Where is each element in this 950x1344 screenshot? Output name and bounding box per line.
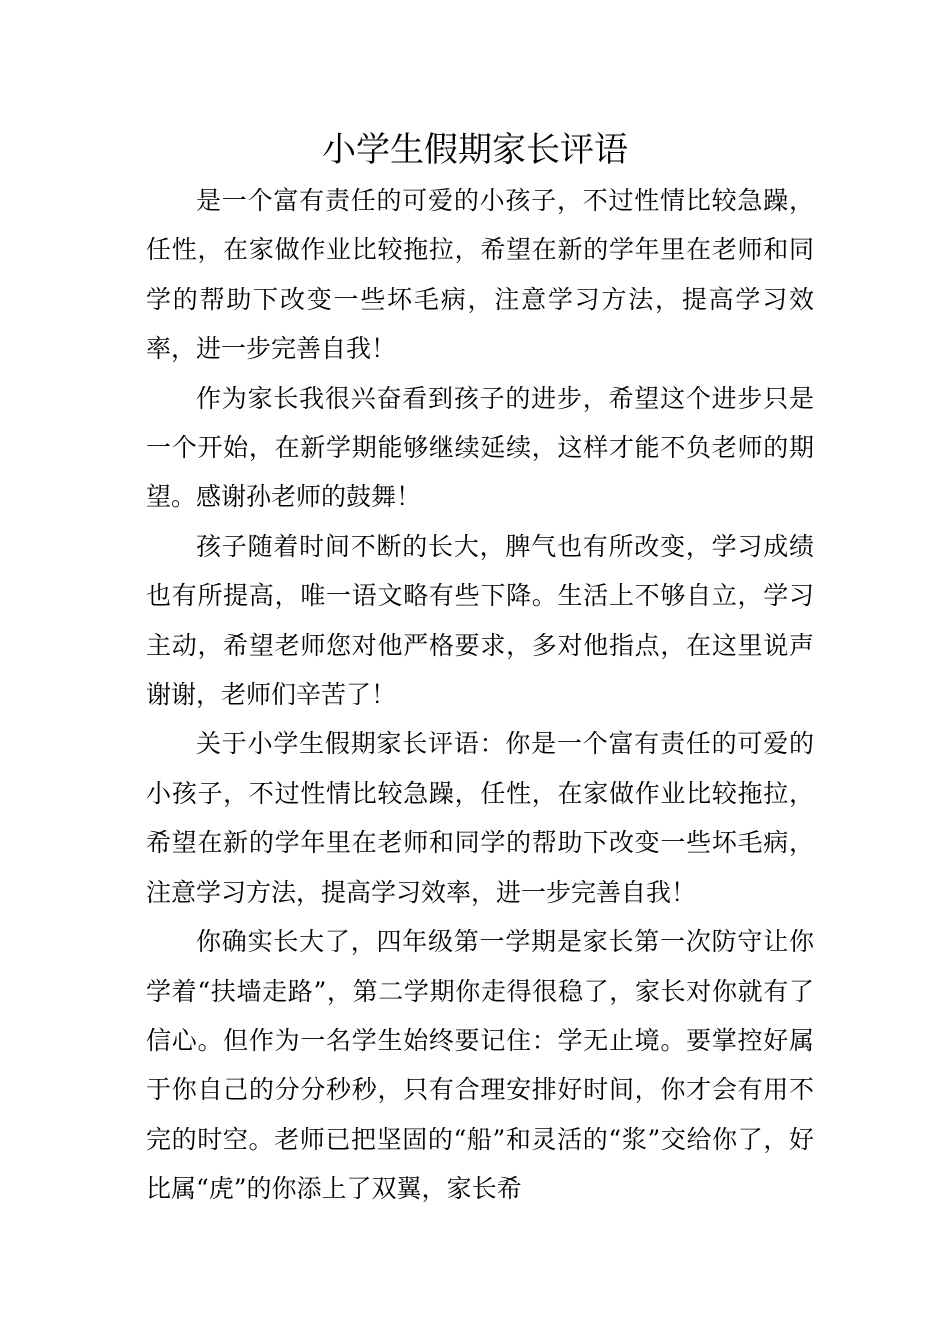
paragraph-3: 孩子随着时间不断的长大，脾气也有所改变，学习成绩也有所提高，唯一语文略有些下降。生活上不够自立，学习主动，希望老师您对他严格要求，多对他指点，在这里说声谢谢，老师们辛苦了！ [146,531,814,710]
paragraph-4: 关于小学生假期家长评语：你是一个富有责任的可爱的小孩子，不过性情比较急躁，任性，在家做作业比较拖拉，希望在新的学年里在老师和同学的帮助下改变一些坏毛病，注意学习方法，提高学习效率，进一步完善自我！ [146,729,814,907]
paragraph-5: 你确实长大了，四年级第一学期是家长第一次防守让你学着“扶墙走路”，第二学期你走得很稳了，家长对你就有了信心。但作为一名学生始终要记住：学无止境。要掌控好属于你自己的分分秒秒，只有合理安排好时间，你才会有用不完的时空。老师已把坚固的“船”和灵活的“浆”交给你了，好比属“虎”的你添上了双翼，家长希 [146,927,814,1204]
document-title: 小学生假期家长评语 [322,130,628,170]
paragraph-1: 是一个富有责任的可爱的小孩子，不过性情比较急躁，任性，在家做作业比较拖拉，希望在新的学年里在老师和同学的帮助下改变一些坏毛病，注意学习方法，提高学习效率，进一步完善自我！ [146,186,814,364]
document-body [146,176,814,1214]
paragraph-2: 作为家长我很兴奋看到孩子的进步，希望这个进步只是一个开始，在新学期能够继续延续，这样才能不负老师的期望。感谢孙老师的鼓舞！ [146,383,814,512]
